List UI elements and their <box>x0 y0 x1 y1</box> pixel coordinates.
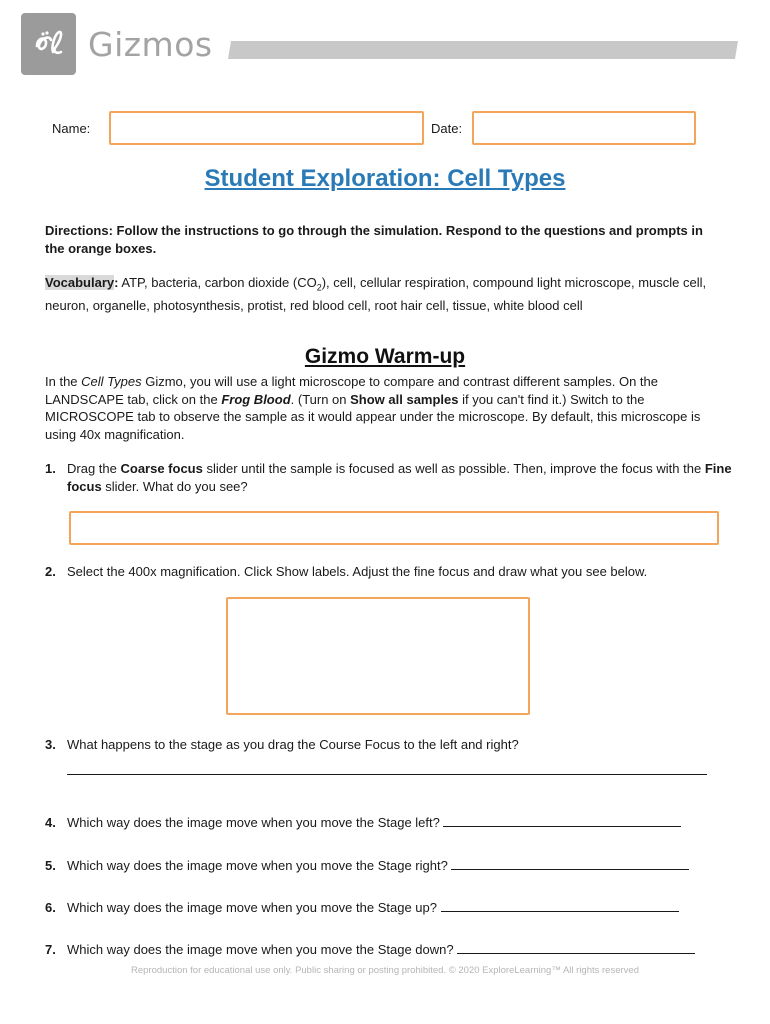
name-field[interactable] <box>109 111 424 145</box>
question-number: 3. <box>45 737 56 752</box>
vocabulary-text-1: ATP, bacteria, carbon dioxide (CO <box>118 275 317 290</box>
q4-text: Which way does the image move when you move the Stage left? <box>67 815 444 830</box>
gizmos-logo <box>21 13 76 75</box>
warmup-text-3: . (Turn on <box>290 391 351 407</box>
question-number: 2. <box>45 564 56 579</box>
question-number: 5. <box>45 858 56 873</box>
q1-text-c: slider until the sample is focused as well as possible. Then, improve the focus with the <box>202 461 705 476</box>
question-number: 1. <box>45 461 56 476</box>
page-title: Student Exploration: Cell Types <box>204 165 566 192</box>
vocabulary-colon: : <box>114 275 119 290</box>
vocabulary <box>45 274 725 315</box>
vocabulary-label: Vocabulary <box>45 275 115 290</box>
vocabulary-subscript: 2 <box>316 282 322 293</box>
warmup-gizmo-name: Cell Types <box>81 374 142 389</box>
question-number: 7. <box>45 942 56 957</box>
question-number: 6. <box>45 900 56 915</box>
warmup-show-all-samples: Show all samples <box>350 391 459 407</box>
question-3 <box>45 736 735 754</box>
header-bar <box>228 41 738 59</box>
q5-text: Which way does the image move when you move the Stage right? <box>67 858 452 873</box>
question-2 <box>45 563 735 581</box>
directions <box>45 222 725 257</box>
q7-text: Which way does the image move when you move the Stage down? <box>67 942 458 957</box>
vocabulary-text-2: ), cell, cellular respiration, compound light microscope, muscle cell, neuron, organelle, photosynthesis, protist, red blood cell, root hair cell, tissue, white blood cell <box>45 275 707 314</box>
directions-lead: Directions: <box>45 223 113 238</box>
footer-copyright: Reproduction for educational use only. Public sharing or posting prohibited. © 2020 ExploreLearning™ All rights reserved <box>131 965 639 976</box>
q3-answer-line[interactable] <box>67 774 707 775</box>
warmup-text-1: In the <box>45 374 82 389</box>
q1-fine-focus: Fine focus <box>67 461 732 494</box>
date-label: Date: <box>431 121 463 136</box>
q2-drawing-box[interactable] <box>226 597 530 715</box>
warmup-paragraph <box>45 373 725 443</box>
question-number: 4. <box>45 815 56 830</box>
question-1 <box>45 460 735 496</box>
warmup-frog-blood: Frog Blood <box>221 391 291 407</box>
warmup-text-2: Gizmo, you will use a light microscope to compare and contrast different samples. On the LANDSCAPE tab, click on the <box>45 374 658 407</box>
q1-text-a: Drag the <box>67 461 121 476</box>
q3-text: What happens to the stage as you drag the Course Focus to the left and right? <box>67 737 519 752</box>
warmup-text-4: if you can't find it.) Switch to the MICROSCOPE tab to observe the sample as it would appear under the microscope. By default, this microscope is using 40x magnification. <box>45 391 701 442</box>
q1-coarse-focus: Coarse focus <box>120 461 203 476</box>
q2-text: Select the 400x magnification. Click Show labels. Adjust the fine focus and draw what you see below. <box>67 564 648 579</box>
question-4 <box>45 814 735 832</box>
q7-answer-line[interactable] <box>457 941 695 954</box>
question-6 <box>45 899 735 917</box>
brand-name: Gizmos <box>88 25 213 64</box>
name-label: Name: <box>52 121 91 136</box>
question-7 <box>45 941 735 959</box>
directions-text: Follow the instructions to go through the simulation. Respond to the questions and prompts in the orange boxes. <box>45 223 703 256</box>
date-field[interactable] <box>472 111 696 145</box>
q6-text: Which way does the image move when you move the Stage up? <box>67 900 441 915</box>
q6-answer-line[interactable] <box>441 899 679 912</box>
el-logo-icon <box>31 26 67 62</box>
q1-text-e: slider. What do you see? <box>101 479 248 494</box>
question-5 <box>45 857 735 875</box>
warmup-title: Gizmo Warm-up <box>304 345 466 368</box>
q5-answer-line[interactable] <box>451 857 689 870</box>
q4-answer-line[interactable] <box>443 814 681 827</box>
q1-answer-box[interactable] <box>69 511 719 545</box>
